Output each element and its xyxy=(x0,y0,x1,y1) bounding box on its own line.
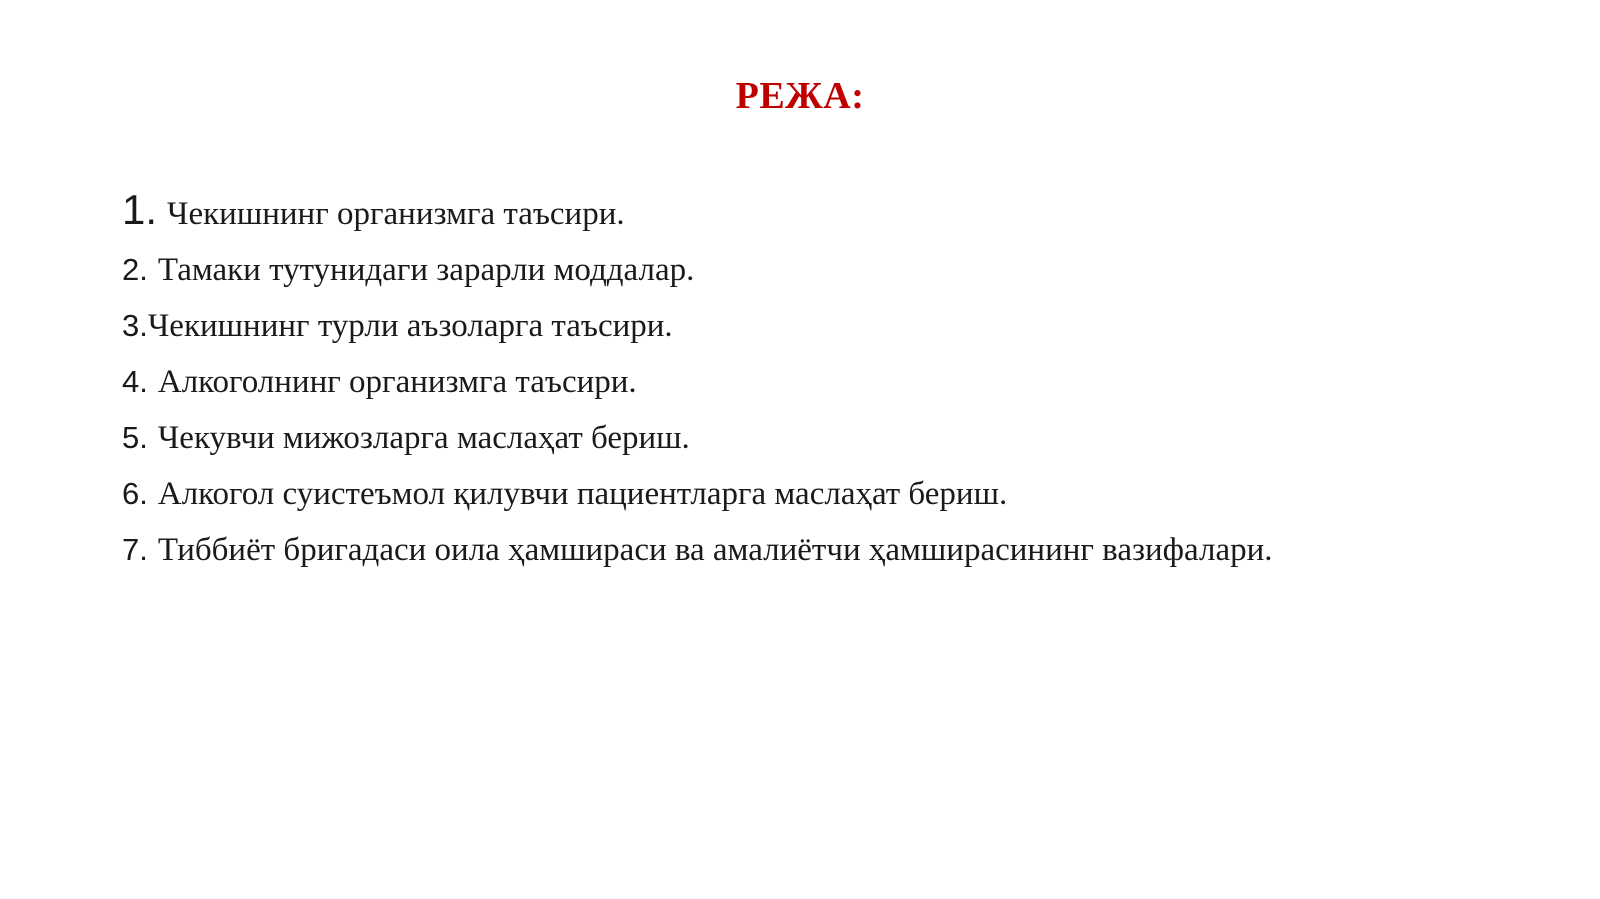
agenda-item-number: 2. xyxy=(122,252,148,287)
agenda-item-number: 1. xyxy=(122,186,158,233)
slide-title: РЕЖА: xyxy=(735,75,865,117)
agenda-item-number: 3. xyxy=(122,308,148,343)
agenda-item xyxy=(122,530,1273,586)
agenda-item xyxy=(122,250,1273,306)
agenda-item-text: Чекишнинг турли аъзоларга таъсири. xyxy=(147,308,673,344)
agenda-item-number: 6. xyxy=(122,476,148,511)
agenda-item-text: Чекувчи мижозларга маслаҳат бериш. xyxy=(157,420,690,456)
agenda-item xyxy=(122,418,1273,474)
agenda-item-number: 7. xyxy=(122,532,148,567)
agenda-item xyxy=(122,474,1273,530)
agenda-item-number: 5. xyxy=(122,420,148,455)
agenda-item xyxy=(122,362,1273,418)
agenda-item-text: Тиббиёт бригадаси оила ҳамшираси ва амалиётчи ҳамширасининг вазифалари. xyxy=(157,532,1273,568)
agenda-item-number: 4. xyxy=(122,364,148,399)
agenda-item-text: Чекишнинг организмга таъсири. xyxy=(167,196,625,232)
agenda-item xyxy=(122,186,1273,250)
agenda-item xyxy=(122,306,1273,362)
agenda-item-text: Тамаки тутунидаги зарарли моддалар. xyxy=(157,252,695,288)
agenda-list xyxy=(122,186,1273,586)
agenda-item-text: Алкогол суистеъмол қилувчи пациентларга маслаҳат бериш. xyxy=(157,476,1008,512)
agenda-item-text: Алкоголнинг организмга таъсири. xyxy=(157,364,637,400)
